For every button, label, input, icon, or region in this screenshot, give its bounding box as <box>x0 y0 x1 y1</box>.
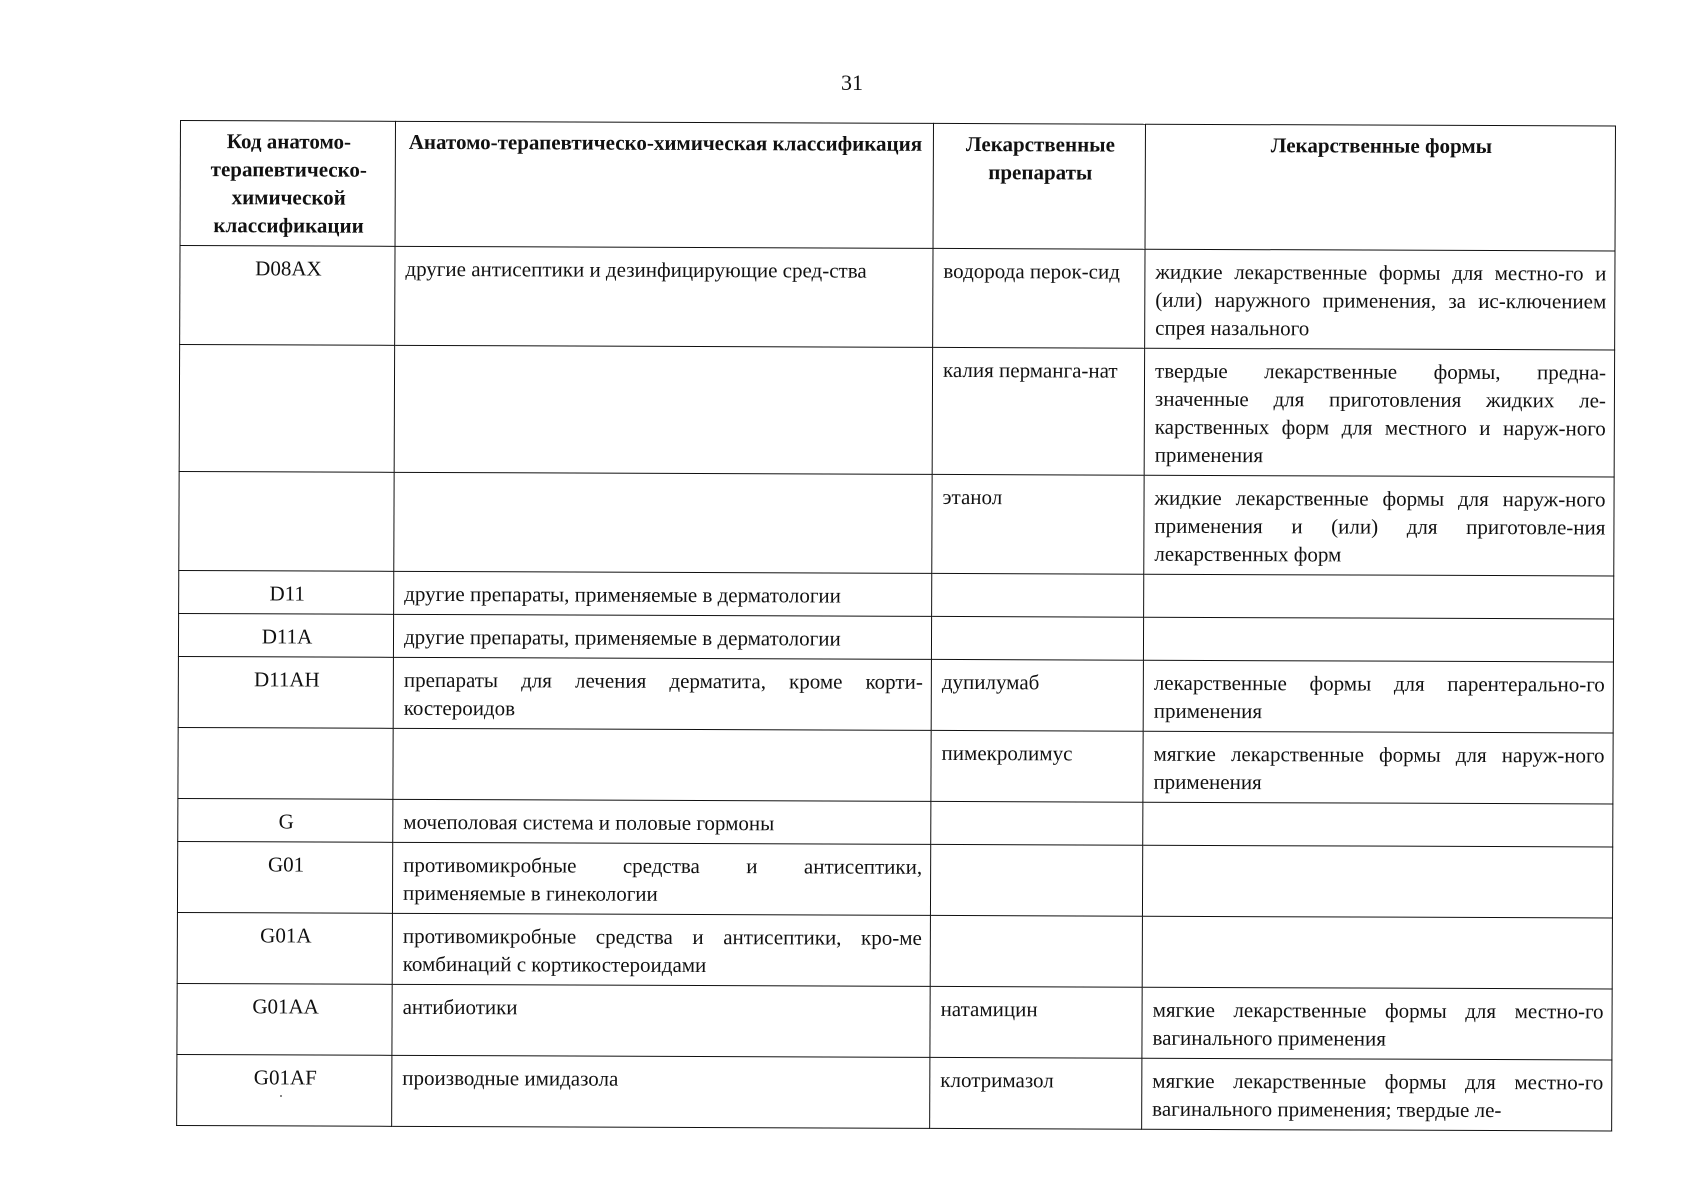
row-drug: этанол <box>932 474 1144 574</box>
header-atc-code: Код анатомо-терапевтическо-химической классификации <box>180 121 395 247</box>
row-classification <box>394 472 932 573</box>
row-code <box>178 727 393 799</box>
row-dosage-forms: мягкие лекарственные формы для местно-го вагинального применения <box>1142 987 1612 1060</box>
row-classification: другие препараты, применяемые в дерматологии <box>393 614 931 659</box>
row-drug: калия перманга-нат <box>932 347 1144 475</box>
row-classification: препараты для лечения дерматита, кроме корти-костероидов <box>393 657 931 730</box>
row-drug: клотримазол <box>930 1057 1142 1129</box>
row-dosage-forms: жидкие лекарственные формы для наруж-ного применения и (или) для приготовле-ния лекарственных форм <box>1144 475 1614 576</box>
row-drug: натамицин <box>930 986 1142 1058</box>
row-code <box>179 471 394 571</box>
row-dosage-forms <box>1143 617 1613 662</box>
row-code: G01 <box>177 841 392 913</box>
table-row <box>177 841 1612 918</box>
row-code: G <box>178 798 393 842</box>
row-classification: противомикробные средства и антисептики, применяемые в гинекологии <box>392 842 930 915</box>
row-drug <box>930 844 1142 916</box>
row-drug: водорода перок-сид <box>933 248 1145 348</box>
row-code: D08AX <box>180 246 395 346</box>
row-dosage-forms: мягкие лекарственные формы для местно-го вагинального применения; твердые ле- <box>1142 1058 1612 1131</box>
row-dosage-forms: твердые лекарственные формы, предна-значенные для приготовления жидких ле-карственных форм для местного и наруж-ного применения <box>1144 348 1614 477</box>
row-classification: производные имидазола <box>392 1055 930 1128</box>
table-row <box>178 656 1613 733</box>
row-dosage-forms: лекарственные формы для парентерально-го применения <box>1143 660 1613 733</box>
row-code: D11 <box>179 570 394 614</box>
row-code: D11AH <box>178 656 393 728</box>
table-row <box>179 471 1614 576</box>
row-classification <box>394 345 932 474</box>
row-drug <box>930 915 1142 987</box>
table-row <box>178 613 1613 662</box>
table-row <box>178 798 1613 847</box>
table-row <box>180 246 1615 351</box>
row-code: G01AF <box>177 1054 392 1126</box>
row-classification: другие препараты, применяемые в дерматологии <box>394 571 932 616</box>
table-row <box>177 983 1612 1060</box>
row-drug <box>931 616 1143 660</box>
row-classification <box>393 728 931 801</box>
row-drug <box>932 573 1144 617</box>
atc-classification-table <box>176 120 1616 1132</box>
row-classification: другие антисептики и дезинфицирующие сред-ства <box>395 246 933 347</box>
row-code <box>179 345 394 473</box>
page-number: 31 <box>841 70 863 95</box>
row-dosage-forms <box>1144 574 1614 619</box>
row-classification: антибиотики <box>392 984 930 1057</box>
table-row <box>178 727 1613 804</box>
scan-speck <box>280 1095 282 1097</box>
row-dosage-forms <box>1142 916 1612 989</box>
row-classification: противомикробные средства и антисептики, кро-ме комбинаций с кортикостероидами <box>392 913 930 986</box>
row-dosage-forms <box>1142 845 1612 918</box>
table-row <box>177 1054 1612 1131</box>
row-dosage-forms: мягкие лекарственные формы для наруж-ного применения <box>1143 731 1613 804</box>
row-drug <box>931 801 1143 845</box>
row-dosage-forms: жидкие лекарственные формы для местно-го и (или) наружного применения, за ис-ключением спрея назального <box>1145 249 1615 350</box>
table-row <box>179 570 1614 619</box>
row-code: D11A <box>178 613 393 657</box>
row-drug: пимекролимус <box>931 730 1143 802</box>
table-header-row <box>180 121 1615 252</box>
header-atc-classification: Анатомо-терапевтическо-химическая классификация <box>395 121 933 248</box>
table-row <box>177 912 1612 989</box>
row-dosage-forms <box>1143 802 1613 847</box>
header-dosage-forms: Лекарственные формы <box>1145 124 1615 251</box>
header-drugs: Лекарственные препараты <box>933 123 1145 249</box>
row-classification: мочеполовая система и половые гормоны <box>393 799 931 844</box>
row-code: G01A <box>177 912 392 984</box>
row-drug: дупилумаб <box>931 659 1143 731</box>
row-code: G01AA <box>177 983 392 1055</box>
table-row <box>179 345 1614 478</box>
